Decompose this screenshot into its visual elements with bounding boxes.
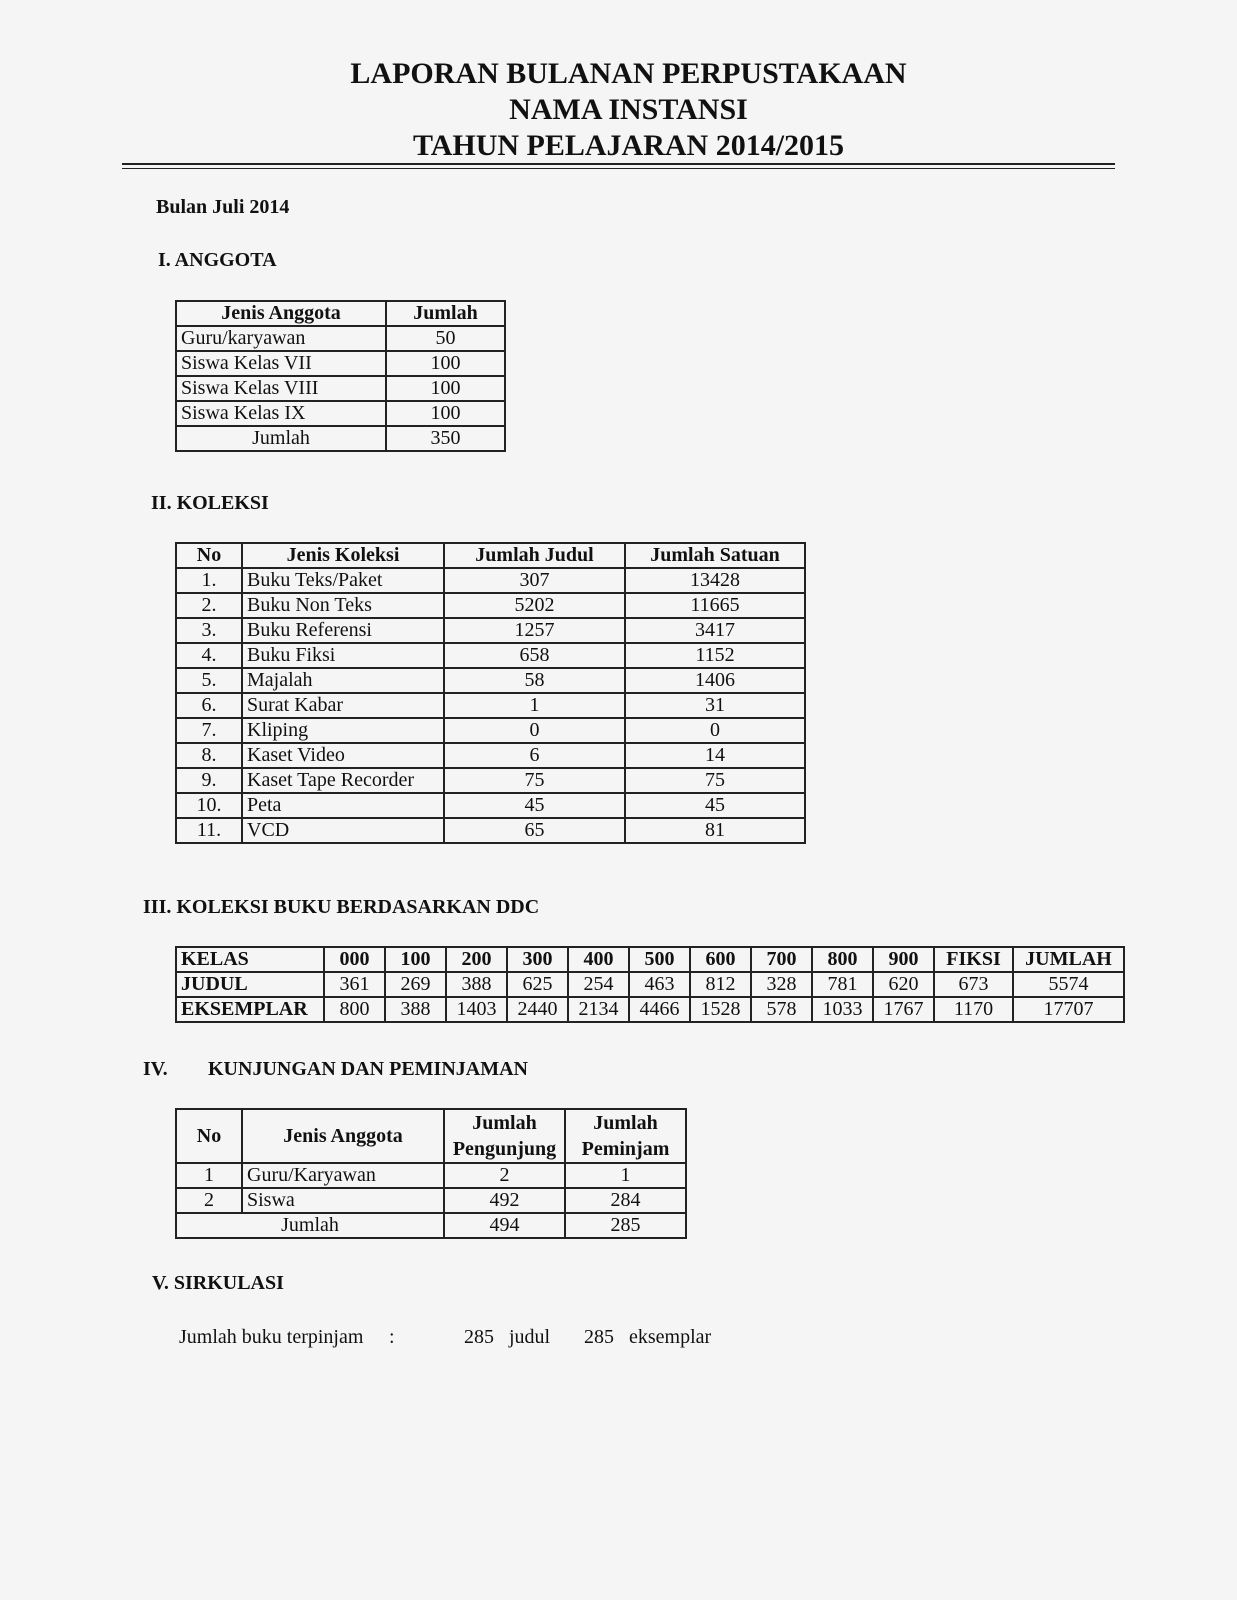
unit-count: 75 <box>625 768 805 793</box>
koleksi-table <box>175 542 806 844</box>
section-koleksi-title: II. KOLEKSI <box>151 492 269 514</box>
column-header: No <box>176 543 242 568</box>
table-header-row <box>176 301 505 326</box>
member-type: Guru/Karyawan <box>242 1163 444 1188</box>
title-count: 58 <box>444 668 625 693</box>
member-type: Siswa Kelas VII <box>176 351 386 376</box>
row-label: JUDUL <box>176 972 324 997</box>
collection-type: Majalah <box>242 668 444 693</box>
unit-count: 1152 <box>625 643 805 668</box>
kunjungan-table <box>175 1108 687 1239</box>
unit-count: 11665 <box>625 593 805 618</box>
table-row <box>176 793 805 818</box>
table-row <box>176 743 805 768</box>
table-row <box>176 593 805 618</box>
table-row <box>176 618 805 643</box>
column-header: 800 <box>812 947 873 972</box>
ddc-value: 620 <box>873 972 934 997</box>
table-row <box>176 718 805 743</box>
total-label: Jumlah <box>176 426 386 451</box>
ddc-value: 812 <box>690 972 751 997</box>
table-header-row <box>176 1109 686 1163</box>
ddc-value: 388 <box>446 972 507 997</box>
total-visitors: 494 <box>444 1213 565 1238</box>
section-ddc-title: III. KOLEKSI BUKU BERDASARKAN DDC <box>143 896 540 918</box>
section-kunjungan-title: KUNJUNGAN DAN PEMINJAMAN <box>208 1058 528 1080</box>
header-line: Jumlah <box>472 1112 537 1134</box>
collection-type: VCD <box>242 818 444 843</box>
table-row <box>176 768 805 793</box>
row-number: 6. <box>176 693 242 718</box>
ddc-value: 1033 <box>812 997 873 1022</box>
ddc-value: 2134 <box>568 997 629 1022</box>
unit-count: 13428 <box>625 568 805 593</box>
section-kunjungan-number: IV. <box>143 1058 168 1080</box>
ddc-value: 1403 <box>446 997 507 1022</box>
unit-count: 45 <box>625 793 805 818</box>
ddc-total: 17707 <box>1013 997 1124 1022</box>
school-year: TAHUN PELAJARAN 2014/2015 <box>412 129 845 162</box>
table-total-row <box>176 426 505 451</box>
row-number: 2. <box>176 593 242 618</box>
header-line: Jumlah <box>593 1112 658 1134</box>
title-count: 1 <box>444 693 625 718</box>
table-row <box>176 351 505 376</box>
eksemplar-value: 285 <box>584 1326 614 1348</box>
total-borrowers: 285 <box>565 1213 686 1238</box>
member-type: Siswa <box>242 1188 444 1213</box>
section-anggota-title: I. ANGGOTA <box>158 249 277 271</box>
member-type: Guru/karyawan <box>176 326 386 351</box>
column-header: Jenis Anggota <box>242 1109 444 1163</box>
ddc-value: 254 <box>568 972 629 997</box>
collection-type: Surat Kabar <box>242 693 444 718</box>
borrower-count: 284 <box>565 1188 686 1213</box>
row-number: 9. <box>176 768 242 793</box>
row-number: 1. <box>176 568 242 593</box>
collection-type: Peta <box>242 793 444 818</box>
member-count: 100 <box>386 376 505 401</box>
ddc-value: 1170 <box>934 997 1013 1022</box>
collection-type: Kliping <box>242 718 444 743</box>
column-header: FIKSI <box>934 947 1013 972</box>
title-count: 45 <box>444 793 625 818</box>
ddc-value: 1528 <box>690 997 751 1022</box>
column-header: 200 <box>446 947 507 972</box>
title-count: 75 <box>444 768 625 793</box>
section-sirkulasi-title: V. SIRKULASI <box>152 1272 284 1294</box>
column-header: 000 <box>324 947 385 972</box>
column-header: Jenis Anggota <box>176 301 386 326</box>
table-row <box>176 376 505 401</box>
title-count: 6 <box>444 743 625 768</box>
unit-count: 3417 <box>625 618 805 643</box>
table-row <box>176 693 805 718</box>
column-header: 500 <box>629 947 690 972</box>
table-header-row <box>176 947 1124 972</box>
member-count: 100 <box>386 351 505 376</box>
column-header: No <box>176 1109 242 1163</box>
eksemplar-unit: eksemplar <box>629 1326 712 1348</box>
ddc-value: 361 <box>324 972 385 997</box>
table-row <box>176 326 505 351</box>
column-header: 900 <box>873 947 934 972</box>
column-header: Jenis Koleksi <box>242 543 444 568</box>
collection-type: Kaset Tape Recorder <box>242 768 444 793</box>
title-count: 1257 <box>444 618 625 643</box>
unit-count: 81 <box>625 818 805 843</box>
table-row <box>176 401 505 426</box>
ddc-value: 1767 <box>873 997 934 1022</box>
visitor-count: 492 <box>444 1188 565 1213</box>
report-month: Bulan Juli 2014 <box>156 196 290 218</box>
header-divider-thin <box>122 168 1115 169</box>
table-row <box>176 972 1124 997</box>
member-type: Siswa Kelas VIII <box>176 376 386 401</box>
column-header: 100 <box>385 947 446 972</box>
title-count: 0 <box>444 718 625 743</box>
row-number: 8. <box>176 743 242 768</box>
table-row <box>176 568 805 593</box>
header-line: Peminjam <box>581 1138 670 1160</box>
column-header: 700 <box>751 947 812 972</box>
table-row <box>176 1163 686 1188</box>
column-header: 300 <box>507 947 568 972</box>
unit-count: 0 <box>625 718 805 743</box>
member-count: 50 <box>386 326 505 351</box>
collection-type: Buku Non Teks <box>242 593 444 618</box>
table-row <box>176 818 805 843</box>
unit-count: 1406 <box>625 668 805 693</box>
ddc-table <box>175 946 1125 1023</box>
column-header: Jumlah Satuan <box>625 543 805 568</box>
title-count: 658 <box>444 643 625 668</box>
column-header: 400 <box>568 947 629 972</box>
collection-type: Kaset Video <box>242 743 444 768</box>
header-divider-thick <box>122 163 1115 165</box>
row-number: 1 <box>176 1163 242 1188</box>
ddc-value: 269 <box>385 972 446 997</box>
borrower-count: 1 <box>565 1163 686 1188</box>
column-header: KELAS <box>176 947 324 972</box>
title-count: 307 <box>444 568 625 593</box>
ddc-value: 2440 <box>507 997 568 1022</box>
column-header-pengunjung <box>444 1109 565 1163</box>
ddc-value: 625 <box>507 972 568 997</box>
total-label: Jumlah <box>176 1213 444 1238</box>
collection-type: Buku Teks/Paket <box>242 568 444 593</box>
judul-value: 285 <box>464 1326 494 1348</box>
ddc-value: 388 <box>385 997 446 1022</box>
sirkulasi-colon: : <box>389 1326 395 1348</box>
table-row <box>176 668 805 693</box>
row-label: EKSEMPLAR <box>176 997 324 1022</box>
header-line: Pengunjung <box>452 1138 557 1160</box>
unit-count: 31 <box>625 693 805 718</box>
column-header: JUMLAH <box>1013 947 1124 972</box>
total-value: 350 <box>386 426 505 451</box>
ddc-value: 800 <box>324 997 385 1022</box>
institution-name: NAMA INSTANSI <box>509 93 748 126</box>
sirkulasi-label: Jumlah buku terpinjam <box>179 1326 364 1348</box>
column-header: 600 <box>690 947 751 972</box>
row-number: 10. <box>176 793 242 818</box>
ddc-value: 673 <box>934 972 1013 997</box>
ddc-value: 781 <box>812 972 873 997</box>
visitor-count: 2 <box>444 1163 565 1188</box>
column-header: Jumlah <box>386 301 505 326</box>
unit-count: 14 <box>625 743 805 768</box>
row-number: 11. <box>176 818 242 843</box>
anggota-table <box>175 300 506 452</box>
member-type: Siswa Kelas IX <box>176 401 386 426</box>
table-header-row <box>176 543 805 568</box>
table-total-row <box>176 1213 686 1238</box>
report-title: LAPORAN BULANAN PERPUSTAKAAN <box>350 57 907 90</box>
ddc-value: 463 <box>629 972 690 997</box>
table-row <box>176 1188 686 1213</box>
collection-type: Buku Fiksi <box>242 643 444 668</box>
collection-type: Buku Referensi <box>242 618 444 643</box>
table-row <box>176 643 805 668</box>
column-header-peminjam <box>565 1109 686 1163</box>
row-number: 7. <box>176 718 242 743</box>
judul-unit: judul <box>509 1326 551 1348</box>
column-header: Jumlah Judul <box>444 543 625 568</box>
ddc-total: 5574 <box>1013 972 1124 997</box>
title-count: 65 <box>444 818 625 843</box>
report-header <box>0 56 1237 164</box>
row-number: 5. <box>176 668 242 693</box>
ddc-value: 578 <box>751 997 812 1022</box>
table-row <box>176 997 1124 1022</box>
title-count: 5202 <box>444 593 625 618</box>
ddc-value: 328 <box>751 972 812 997</box>
ddc-value: 4466 <box>629 997 690 1022</box>
row-number: 2 <box>176 1188 242 1213</box>
member-count: 100 <box>386 401 505 426</box>
row-number: 3. <box>176 618 242 643</box>
row-number: 4. <box>176 643 242 668</box>
